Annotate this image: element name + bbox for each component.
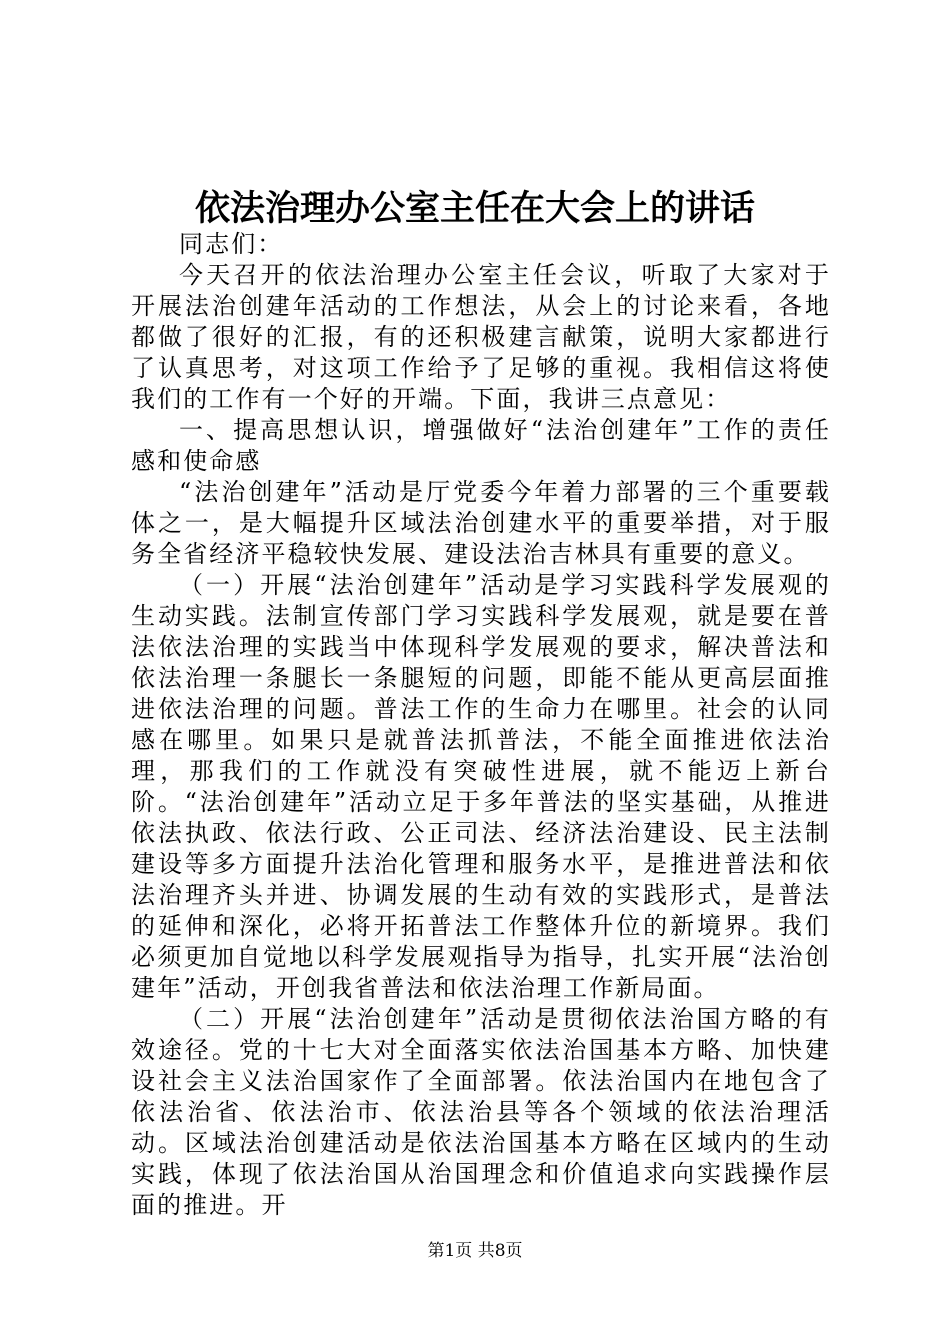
intro-paragraph: 今天召开的依法治理办公室主任会议，听取了大家对于开展法治创建年活动的工作想法，从会上的讨论来看，各地都做了很好的汇报，有的还积极建言献策，说明大家都进行了认真思考，对这项工作给予了足够的重视。我相信这将使我们的工作有一个好的开端。下面，我讲三点意见：: [131, 261, 831, 413]
document-title: 依法治理办公室主任在大会上的讲话: [194, 188, 755, 229]
document-body: [131, 229, 831, 1221]
body-paragraph: “法治创建年”活动是厅党委今年着力部署的三个重要载体之一，是大幅提升区域法治创建水平的重要举措，对于服务全省经济平稳较快发展、建设法治吉林具有重要的意义。: [131, 478, 831, 568]
body-paragraph: （二）开展“法治创建年”活动是贯彻依法治国方略的有效途径。党的十七大对全面落实依法治国基本方略、加快建设社会主义法治国家作了全面部署。依法治国内在地包含了依法治省、依法治市、依法治县等各个领域的依法治理活动。区域法治创建活动是依法治国基本方略在区域内的生动实践，体现了依法治国从治国理念和价值追求向实践操作层面的推进。开: [131, 1005, 831, 1219]
salutation-paragraph: 同志们：: [179, 230, 284, 258]
page-number-footer: 第1页 共8页: [427, 1241, 523, 1261]
section-heading-1: 一、提高思想认识，增强做好“法治创建年”工作的责任感和使命感: [131, 416, 831, 475]
body-paragraph: （一）开展“法治创建年”活动是学习实践科学发展观的生动实践。法制宣传部门学习实践科学发展观，就是要在普法依法治理的实践当中体现科学发展观的要求，解决普法和依法治理一条腿长一条腿短的问题，即能不能从更高层面推进依法治理的问题。普法工作的生命力在哪里。社会的认同感在哪里。如果只是就普法抓普法，不能全面推进依法治理，那我们的工作就没有突破性进展，就不能迈上新台阶。“法治创建年”活动立足于多年普法的坚实基础，从推进依法执政、依法行政、公正司法、经济法治建设、民主法制建设等多方面提升法治化管理和服务水平，是推进普法和依法治理齐头并进、协调发展的生动有效的实践形式，是普法的延伸和深化，必将开拓普法工作整体升位的新境界。我们必须更加自觉地以科学发展观指导为指导，扎实开展“法治创建年”活动，开创我省普法和依法治理工作新局面。: [131, 571, 831, 1002]
